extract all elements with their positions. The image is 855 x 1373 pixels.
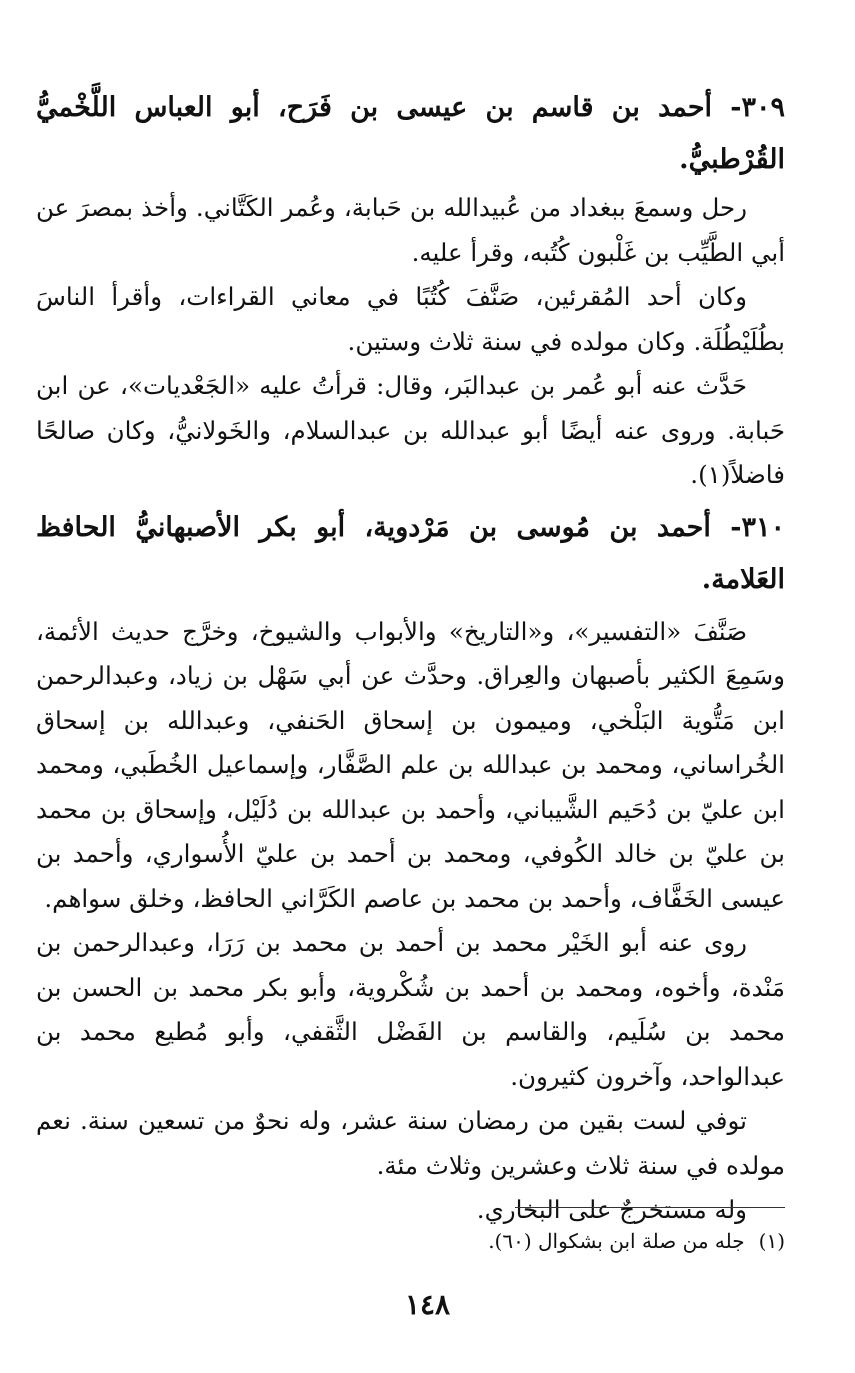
- footnote-marker: (١): [758, 1229, 785, 1253]
- entry-310-paragraph-4: وله مستخرجٌ على البخاري.: [476, 1195, 747, 1224]
- entry-310-paragraph-2: روى عنه أبو الخَيْر محمد بن أحمد بن محمد بن رَرَا، وعبدالرحمن بن مَنْدة، وأخوه، ومحمد بن أحمد بن شُكْروية، وأبو بكر محمد بن الحسن بن محمد بن سُلَيم، والقاسم بن الفَضْل الثَّقفي، وأبو مُطيع محمد بن عبدالواحد، وآخرون كثيرون.: [36, 928, 785, 1091]
- entry-309-paragraph-2: وكان أحد المُقرئين، صَنَّفَ كُتُبًا في معاني القراءات، وأقرأ الناسَ بطُلَيْطُلَة. وكان مولده في سنة ثلاث وستين.: [36, 282, 785, 356]
- page-number: ١٤٨: [404, 1288, 451, 1321]
- entry-310-title: ٣١٠- أحمد بن مُوسى بن مَرْدوية، أبو بكر الأصبهانيُّ الحافظ العَلامة.: [36, 511, 785, 595]
- footnote-text: جله من صلة ابن بشكوال (٦٠).: [488, 1229, 745, 1253]
- footnote-divider: [515, 1207, 785, 1208]
- entry-310-paragraph-1: صَنَّفَ «التفسير»، و«التاريخ» والأبواب والشيوخ، وخرَّج حديث الأئمة، وسَمِعَ الكثير بأصبهان والعِراق. وحدَّث عن أبي سَهْل بن زياد، وعبدالرحمن ابن مَتُّوية البَلْخي، وميمون بن إسحاق الحَنفي، وعبدالله بن إسحاق الخُراساني، ومحمد بن عبدالله بن علم الصَّفَّار، وإسماعيل الخُطَبي، ومحمد ابن عليّ بن دُحَيم الشَّيباني، وأحمد بن عبدالله بن دُلَيْل، وإسحاق بن محمد بن عليّ بن خالد الكُوفي، ومحمد بن أحمد بن عليّ الأُسواري، وأحمد بن عيسى الخَفَّاف، وأحمد بن محمد بن عاصم الكَرَّاني الحافظ، وخلق سواهم.: [36, 616, 785, 913]
- entry-309-paragraph-3: حَدَّث عنه أبو عُمر بن عبدالبَر، وقال: قرأتُ عليه «الجَعْديات»، عن ابن حَبابة. وروى عنه أيضًا أبو عبدالله بن عبدالسلام، والخَولانيُّ، وكان صالحًا فاضلاً(١).: [36, 371, 785, 489]
- footnote: [40, 1226, 785, 1256]
- entry-310-paragraph-3: توفي لست بقين من رمضان سنة عشر، وله نحوٌ من تسعين سنة. نعم مولده في سنة ثلاث وعشرين وثلاث مئة.: [36, 1106, 785, 1180]
- entry-309-title: ٣٠٩- أحمد بن قاسم بن عيسى بن فَرَح، أبو العباس اللَّخْميُّ القُرْطبيُّ.: [36, 92, 785, 175]
- entry-309-paragraph-1: رحل وسمعَ ببغداد من عُبيدالله بن حَبابة، وعُمر الكَتَّاني. وأخذ بمصرَ عن أبي الطَّيِّب بن غَلْبون كُتُبه، وقرأ عليه.: [36, 193, 785, 267]
